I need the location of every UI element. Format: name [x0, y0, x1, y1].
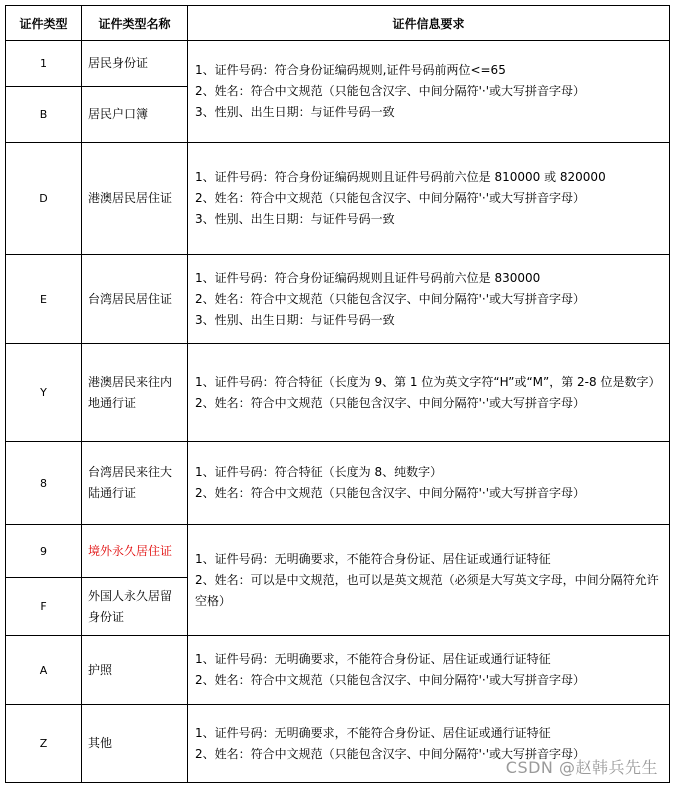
- id-type-name: 台湾居民居住证: [82, 255, 188, 344]
- id-type-code: D: [6, 143, 82, 255]
- id-type-code: A: [6, 636, 82, 705]
- requirement-line: 2、姓名：符合中文规范（只能包含汉字、中间分隔符'·'或大写拼音字母）: [195, 673, 586, 687]
- id-type-name: 居民身份证: [82, 41, 188, 87]
- table-row: [6, 525, 670, 578]
- requirements-cell: [188, 525, 670, 636]
- table-row: [6, 143, 670, 255]
- id-type-code: B: [6, 87, 82, 143]
- id-type-code: Y: [6, 344, 82, 442]
- header-id-type-name: 证件类型名称: [82, 6, 188, 41]
- requirement-line: 1、证件号码：无明确要求，不能符合身份证、居住证或通行证特征: [195, 652, 551, 666]
- requirements-cell: [188, 442, 670, 525]
- requirements-cell: [188, 143, 670, 255]
- id-type-code: 9: [6, 525, 82, 578]
- csdn-watermark: CSDN @赵韩兵先生: [505, 758, 658, 777]
- requirements-cell: [188, 344, 670, 442]
- id-type-name: 其他: [82, 705, 188, 783]
- requirement-line: 3、性别、出生日期：与证件号码一致: [195, 312, 395, 327]
- requirements-cell: [188, 41, 670, 143]
- table-header-row: [6, 6, 670, 41]
- requirement-line: 1、证件号码：符合身份证编码规则且证件号码前六位是 830000: [195, 270, 541, 285]
- requirement-line: 2、姓名：符合中文规范（只能包含汉字、中间分隔符'·'或大写拼音字母）: [195, 395, 586, 410]
- requirement-line: 1、证件号码：符合特征（长度为 8、纯数字）: [195, 465, 443, 479]
- id-type-code: 1: [6, 41, 82, 87]
- id-type-table: [5, 5, 670, 783]
- requirements-cell: [188, 636, 670, 705]
- requirement-line: 3、性别、出生日期：与证件号码一致: [195, 105, 395, 119]
- requirement-line: 2、姓名：符合中文规范（只能包含汉字、中间分隔符'·'或大写拼音字母）: [195, 191, 586, 205]
- table-row: [6, 344, 670, 442]
- requirement-line: 1、证件号码：无明确要求，不能符合身份证、居住证或通行证特征: [195, 551, 551, 566]
- id-type-code: 8: [6, 442, 82, 525]
- requirement-line: 1、证件号码：符合特征（长度为 9、第 1 位为英文字符“H”或“M”，第 2-8 位是数字）: [195, 374, 661, 389]
- requirement-line: 3、性别、出生日期：与证件号码一致: [195, 212, 395, 226]
- requirement-line: 2、姓名：符合中文规范（只能包含汉字、中间分隔符'·'或大写拼音字母）: [195, 84, 586, 98]
- requirement-line: 2、姓名：符合中文规范（只能包含汉字、中间分隔符'·'或大写拼音字母）: [195, 486, 586, 500]
- id-type-name: 护照: [82, 636, 188, 705]
- id-type-name: 港澳居民居住证: [82, 143, 188, 255]
- header-id-type: 证件类型: [6, 6, 82, 41]
- id-type-name: 台湾居民来往大陆通行证: [82, 442, 188, 525]
- table-row: [6, 442, 670, 525]
- id-type-name: 居民户口簿: [82, 87, 188, 143]
- requirement-line: 1、证件号码：无明确要求，不能符合身份证、居住证或通行证特征: [195, 725, 551, 740]
- requirement-line: 1、证件号码：符合身份证编码规则,证件号码前两位<=65: [195, 63, 506, 77]
- header-id-requirements: 证件信息要求: [188, 6, 670, 41]
- table-row: [6, 41, 670, 87]
- id-type-name: 境外永久居住证: [82, 525, 188, 578]
- table-row: [6, 636, 670, 705]
- id-type-name: 外国人永久居留身份证: [82, 578, 188, 636]
- id-type-name: 港澳居民来往内地通行证: [82, 344, 188, 442]
- id-type-code: F: [6, 578, 82, 636]
- requirement-line: 2、姓名：符合中文规范（只能包含汉字、中间分隔符'·'或大写拼音字母）: [195, 291, 586, 306]
- requirement-line: 2、姓名：可以是中文规范，也可以是英文规范（必须是大写英文字母，中间分隔符允许空格）: [195, 572, 659, 608]
- requirement-line: 2、姓名：符合中文规范（只能包含汉字、中间分隔符'·'或大写拼音字母）: [195, 746, 586, 761]
- requirement-line: 1、证件号码：符合身份证编码规则且证件号码前六位是 810000 或 820000: [195, 170, 606, 184]
- id-type-code: E: [6, 255, 82, 344]
- table-row: [6, 255, 670, 344]
- id-type-code: Z: [6, 705, 82, 783]
- requirements-cell: [188, 255, 670, 344]
